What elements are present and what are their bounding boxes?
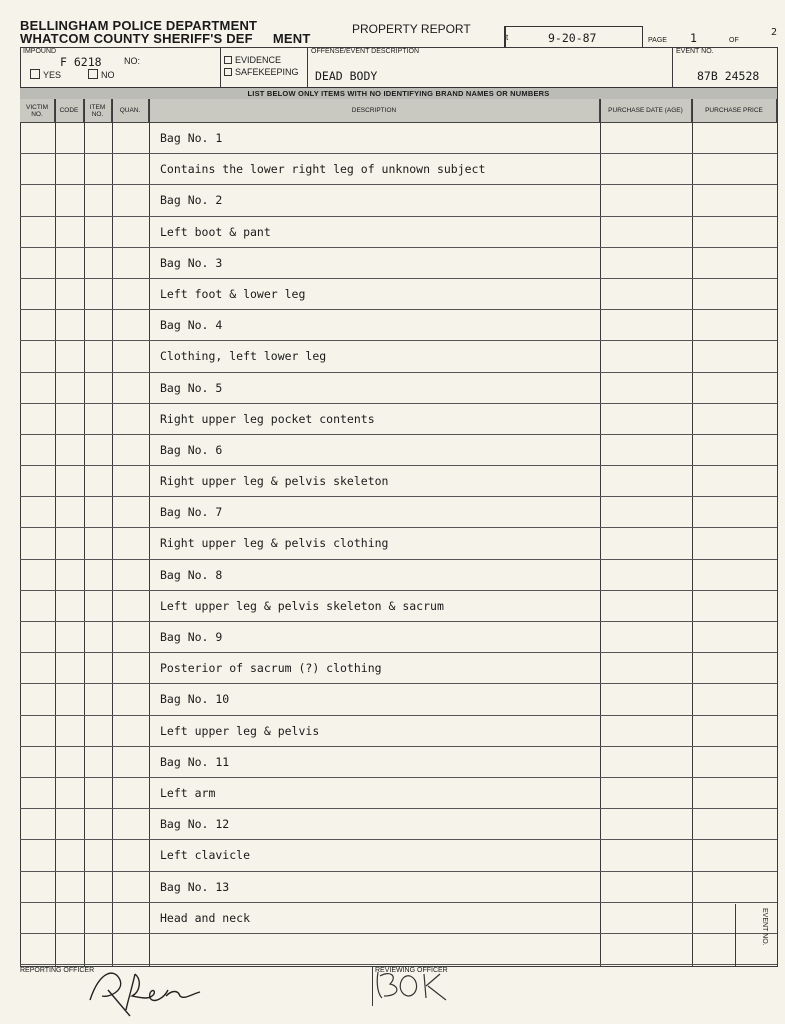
yes-option-label: YES xyxy=(43,70,62,80)
item-description: Bag No. 5 xyxy=(160,380,223,395)
item-description: Bag No. 3 xyxy=(160,255,223,270)
reviewing-officer-label: REVIEWING OFFICER xyxy=(375,967,448,974)
item-description: Bag No. 1 xyxy=(160,131,223,145)
table-row xyxy=(20,248,777,279)
table-row xyxy=(20,373,777,404)
no-checkbox[interactable] xyxy=(88,69,98,79)
safekeeping-option[interactable] xyxy=(224,67,299,77)
no-option[interactable] xyxy=(88,69,115,80)
item-description: Left foot & lower leg xyxy=(160,286,306,301)
table-row xyxy=(20,872,777,903)
table-row xyxy=(20,653,777,684)
table-row xyxy=(20,622,777,653)
quantity-header: QUAN. xyxy=(112,99,149,123)
offense-value: DEAD BODY xyxy=(315,69,378,83)
date-mark: t xyxy=(506,33,509,42)
item-description: Contains the lower right leg of unknown subject xyxy=(160,162,486,177)
item-description: Bag No. 8 xyxy=(160,567,223,582)
item-description: Right upper leg & pelvis clothing xyxy=(160,536,389,551)
item-description: Right upper leg pocket contents xyxy=(160,411,375,426)
table-row xyxy=(20,528,777,559)
item-description: Left clavicle xyxy=(160,848,251,863)
table-row xyxy=(20,809,777,840)
table-row xyxy=(20,310,777,341)
table-row xyxy=(20,903,777,934)
item-description: Bag No. 11 xyxy=(160,754,230,769)
yes-option[interactable] xyxy=(30,69,61,80)
table-row xyxy=(20,404,777,435)
reviewing-officer-initials xyxy=(372,966,462,1006)
item-description: Left upper leg & pelvis xyxy=(160,723,320,738)
table-row xyxy=(20,591,777,622)
item-description: Bag No. 10 xyxy=(160,692,230,707)
event-no-label: EVENT NO. xyxy=(676,48,714,55)
item-rows xyxy=(20,123,777,965)
item-description: Bag No. 6 xyxy=(160,442,223,457)
table-row xyxy=(20,840,777,871)
table-row xyxy=(20,778,777,809)
item-description: Bag No. 7 xyxy=(160,505,223,520)
page-number: 1 xyxy=(690,31,697,45)
instruction-banner: LIST BELOW ONLY ITEMS WITH NO IDENTIFYING BRAND NAMES OR NUMBERS xyxy=(20,87,777,100)
report-date: 9-20-87 xyxy=(548,31,597,45)
item-description: Bag No. 2 xyxy=(160,193,223,208)
no-option-label: NO xyxy=(101,70,115,80)
item-description: Left upper leg & pelvis skeleton & sacrum xyxy=(160,598,444,613)
item-description: Bag No. 9 xyxy=(160,630,223,644)
table-row xyxy=(20,497,777,528)
code-header: CODE xyxy=(55,99,84,123)
item-description: Right upper leg & pelvis skeleton xyxy=(160,474,389,489)
of-label: OF xyxy=(729,37,739,44)
item-no-header: ITEM NO. xyxy=(84,99,112,123)
evidence-divider xyxy=(307,47,308,87)
event-no-value: 87B 24528 xyxy=(697,69,760,83)
table-row xyxy=(20,123,777,154)
evidence-checkbox[interactable] xyxy=(224,56,232,64)
table-row xyxy=(20,466,777,497)
form-right-edge xyxy=(777,47,778,967)
evidence-option[interactable] xyxy=(224,55,281,65)
item-description: Clothing, left lower leg xyxy=(160,349,327,364)
item-description: Bag No. 13 xyxy=(160,879,230,894)
evidence-option-label: EVIDENCE xyxy=(235,55,282,65)
table-row xyxy=(20,560,777,591)
form-title: PROPERTY REPORT xyxy=(352,22,471,36)
impound-no-label: NO: xyxy=(124,56,141,66)
sheriff-department-name xyxy=(20,31,310,46)
table-row xyxy=(20,279,777,310)
offense-divider xyxy=(672,47,673,87)
table-row xyxy=(20,341,777,372)
impound-divider xyxy=(220,47,221,87)
sheriff-name-right: MENT xyxy=(272,31,311,46)
reporting-officer-signature xyxy=(80,960,220,1020)
description-header: DESCRIPTION xyxy=(149,99,600,123)
table-row xyxy=(20,684,777,715)
item-description: Left arm xyxy=(160,785,216,800)
item-description: Posterior of sacrum (?) clothing xyxy=(160,661,382,676)
page-label: PAGE xyxy=(648,37,667,44)
item-description: Bag No. 4 xyxy=(160,318,223,333)
impound-label: IMPOUND xyxy=(23,48,57,55)
item-description: Bag No. 12 xyxy=(160,817,230,832)
page-total: 2 xyxy=(771,27,778,38)
purchase-price-header: PURCHASE PRICE xyxy=(692,99,777,123)
table-row xyxy=(20,217,777,248)
offense-label: OFFENSE/EVENT DESCRIPTION xyxy=(311,48,419,55)
item-description: Head and neck xyxy=(160,910,251,925)
safekeeping-option-label: SAFEKEEPING xyxy=(235,67,299,77)
sheriff-name-left: WHATCOM COUNTY SHERIFF'S DEF xyxy=(20,31,253,46)
impound-value: F 6218 xyxy=(60,55,102,69)
event-no-side-label: EVENT NO. xyxy=(761,908,768,946)
event-no-side-divider xyxy=(735,904,736,967)
department-name: BELLINGHAM POLICE DEPARTMENT xyxy=(20,18,258,33)
table-row xyxy=(20,154,777,185)
purchase-date-header: PURCHASE DATE (AGE) xyxy=(600,99,692,123)
item-description: Left boot & pant xyxy=(160,224,271,239)
table-row xyxy=(20,435,777,466)
yes-checkbox[interactable] xyxy=(30,69,40,79)
victim-no-header: VICTIM NO. xyxy=(20,99,55,123)
safekeeping-checkbox[interactable] xyxy=(224,68,232,76)
reporting-officer-label: REPORTING OFFICER xyxy=(20,967,95,974)
table-row xyxy=(20,747,777,778)
table-row xyxy=(20,185,777,216)
table-row xyxy=(20,716,777,747)
